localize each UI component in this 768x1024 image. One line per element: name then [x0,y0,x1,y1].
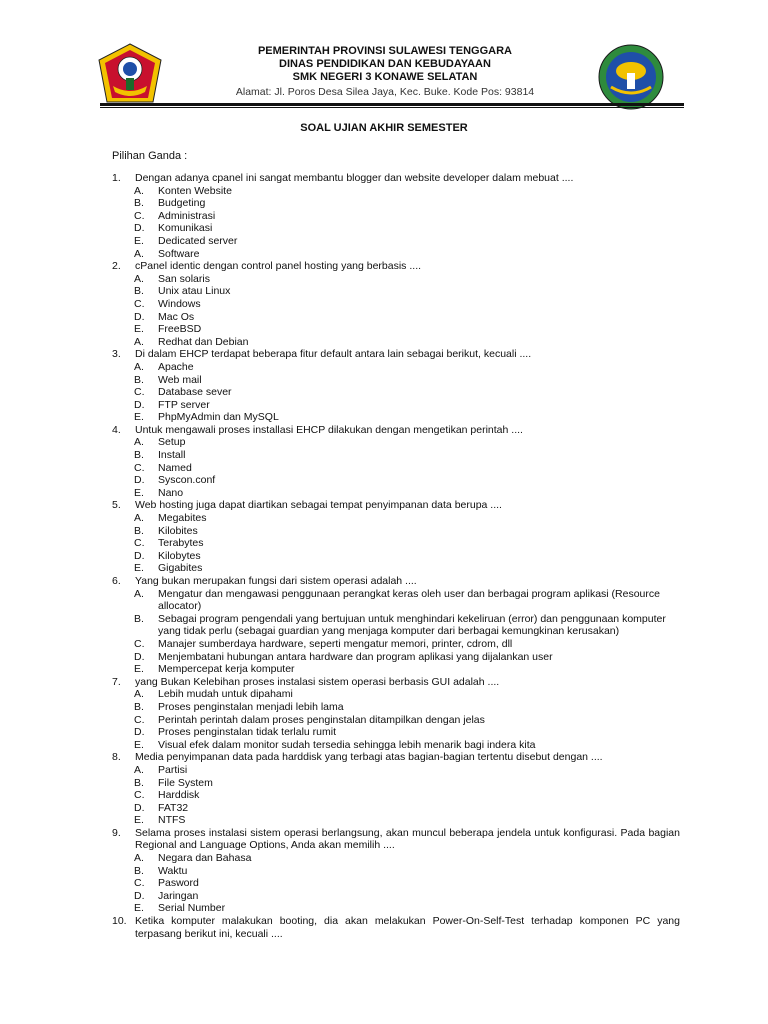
option-letter: C. [134,637,145,650]
option-text: Web mail [158,373,202,386]
option-letter: E. [134,562,144,575]
section-label: Pilihan Ganda : [112,150,188,162]
option-letter: C. [134,877,145,890]
answer-option [112,512,680,525]
option-letter: B. [134,700,144,713]
answer-option [112,714,680,727]
option-text: Lebih mudah untuk dipahami [158,688,293,701]
option-text: Unix atau Linux [158,285,231,298]
option-letter: D. [134,726,145,739]
option-letter: A. [134,360,144,373]
answer-option [112,298,680,311]
option-text: Dedicated server [158,234,238,247]
question-item [112,575,680,588]
option-text: Kilobites [158,524,198,537]
option-letter: E. [134,902,144,915]
option-text: Proses penginstalan menjadi lebih lama [158,700,344,713]
option-letter: E. [134,663,144,676]
option-text: Kilobytes [158,549,201,562]
option-letter: E. [134,323,144,336]
option-letter: B. [134,449,144,462]
answer-option [112,537,680,550]
option-letter: C. [134,386,145,399]
question-text: Ketika komputer malakukan booting, dia akan melakukan Power-On-Self-Test terhadap komponen PC yang terpasang berikut ini, kecuali .... [135,915,680,940]
option-text: Terabytes [158,537,204,550]
answer-option [112,399,680,412]
answer-option [112,877,680,890]
answer-option [112,374,680,387]
answer-option [112,688,680,701]
answer-option [112,285,680,298]
answer-option [112,739,680,752]
option-letter: D. [134,222,145,235]
option-letter: A. [134,852,144,865]
option-letter: C. [134,789,145,802]
option-text: Partisi [158,763,188,776]
option-letter: B. [134,373,144,386]
answer-option [112,386,680,399]
option-text: Pasword [158,877,199,890]
answer-option [112,311,680,324]
option-letter: A. [134,436,144,449]
answer-option [112,550,680,563]
option-text: Mengatur dan mengawasi penggunaan perangkat keras oleh user dan berbagai program aplikasi (Resource allocator) [158,587,660,613]
answer-option [112,436,680,449]
question-number: 6. [112,575,121,587]
question-number: 5. [112,499,121,512]
question-item [112,676,680,689]
option-letter: E. [134,486,144,499]
header-rule-thin [100,107,684,108]
option-text: NTFS [158,814,186,827]
answer-option [112,361,680,374]
option-text: San solaris [158,272,210,285]
option-text: Nano [158,486,184,499]
option-text: Syscon.conf [158,474,216,487]
option-text: FTP server [158,398,210,411]
answer-option [112,323,680,336]
option-text: Visual efek dalam monitor sudah tersedia sehingga lebih menarik bagi indera kita [158,738,536,751]
answer-option [112,663,680,676]
header-rule-stub [669,103,684,106]
answer-option [112,562,680,575]
option-letter: D. [134,474,145,487]
question-number: 2. [112,260,121,273]
option-letter: A. [134,587,144,600]
option-letter: A. [134,184,144,197]
question-number: 7. [112,675,121,688]
question-text: Selama proses instalasi sistem operasi berlangsung, akan muncul beberapa jendela untuk konfigurasi. Pada bagian Regional and Language Options, Anda akan memilih .... [135,826,680,852]
option-text: Named [158,461,192,474]
answer-option [112,487,680,500]
option-letter: D. [134,310,145,323]
question-text: Web hosting juga dapat diartikan sebagai tempat penyimpanan data berupa .... [135,499,502,512]
option-text: Gigabites [158,562,203,575]
answer-option [112,235,680,248]
letterhead [0,40,768,120]
option-text: Setup [158,436,186,449]
option-text: Perintah perintah dalam proses penginstalan ditampilkan dengan jelas [158,713,485,726]
option-text: FAT32 [158,801,189,814]
answer-option [112,525,680,538]
answer-option [112,726,680,739]
option-text: Budgeting [158,197,206,210]
answer-option [112,865,680,878]
option-text: Komunikasi [158,222,213,235]
question-item [112,751,680,764]
answer-option [112,777,680,790]
answer-option [112,701,680,714]
government-name: PEMERINTAH PROVINSI SULAWESI TENGGARA [257,45,513,57]
answer-option [112,802,680,815]
question-number: 1. [112,172,121,184]
option-text: Install [158,449,186,462]
answer-option [112,210,680,223]
answer-option [112,273,680,286]
exam-title: SOAL UJIAN AKHIR SEMESTER [300,122,468,134]
question-text: cPanel identic dengan control panel hosting yang berbasis .... [135,260,422,273]
option-letter: A. [134,335,144,348]
option-letter: B. [134,776,144,789]
option-letter: E. [134,234,144,247]
question-number: 10. [112,915,127,928]
option-text: File System [158,776,213,789]
option-text: Negara dan Bahasa [158,852,252,865]
school-address: Alamat: Jl. Poros Desa Silea Jaya, Kec. Buke. Kode Pos: 93814 [235,86,535,98]
answer-option [112,248,680,261]
option-text: Proses penginstalan tidak terlalu rumit [158,726,337,739]
header-rule [100,103,684,106]
option-text: Manajer sumberdaya hardware, seperti mengatur memori, printer, cdrom, dll [158,637,513,650]
option-letter: D. [134,549,145,562]
option-letter: D. [134,398,145,411]
option-text: Menjembatani hubungan antara hardware dan program aplikasi yang dijalankan user [158,650,553,663]
school-name: SMK NEGERI 3 KONAWE SELATAN [292,71,478,83]
option-letter: B. [134,197,144,210]
option-text: Database sever [158,386,232,399]
option-letter: D. [134,801,145,814]
option-letter: A. [134,512,144,525]
option-letter: B. [134,524,144,537]
answer-option [112,336,680,349]
option-text: Mac Os [158,310,195,323]
question-text: Media penyimpanan data pada harddisk yang terbagi atas bagian-bagian tertentu disebut dengan .... [135,751,603,764]
option-letter: A. [134,247,144,260]
option-text: Waktu [158,864,188,877]
answer-option [112,462,680,475]
answer-option [112,588,680,613]
question-text: yang Bukan Kelebihan proses instalasi sistem operasi berbasis GUI adalah .... [135,675,500,688]
question-text: Untuk mengawali proses installasi EHCP dilakukan dengan mengetikan perintah .... [135,423,523,436]
question-text: Di dalam EHCP terdapat beberapa fitur default antara lain sebagai berikut, kecuali .... [135,348,532,361]
option-letter: B. [134,612,144,625]
question-item [112,172,680,185]
answer-option [112,764,680,777]
option-letter: E. [134,411,144,424]
question-list [112,172,680,940]
answer-option [112,902,680,915]
province-emblem-icon [97,42,163,106]
option-letter: A. [134,763,144,776]
answer-option [112,789,680,802]
option-text: Harddisk [158,789,200,802]
question-item [112,424,680,437]
question-item [112,499,680,512]
answer-option [112,411,680,424]
option-text: Serial Number [158,902,226,915]
option-text: Administrasi [158,209,216,222]
answer-option [112,197,680,210]
option-letter: A. [134,688,144,701]
answer-option [112,651,680,664]
option-letter: D. [134,889,145,902]
question-item [112,260,680,273]
letterhead-text [200,45,570,100]
option-text: Konten Website [158,184,232,197]
answer-option [112,474,680,487]
answer-option [112,613,680,638]
option-letter: C. [134,537,145,550]
option-text: Megabites [158,512,207,525]
option-text: FreeBSD [158,323,202,336]
answer-option [112,852,680,865]
question-number: 4. [112,423,121,436]
question-number: 3. [112,348,121,361]
regency-emblem-icon [597,43,665,111]
question-number: 8. [112,751,121,764]
option-text: Jaringan [158,889,199,902]
question-number: 9. [112,826,121,839]
option-letter: C. [134,209,145,222]
option-text: Windows [158,297,201,310]
option-letter: E. [134,814,144,827]
option-text: Software [158,247,200,260]
option-letter: A. [134,272,144,285]
option-text: Sebagai program pengendali yang bertujuan untuk menghindari kekeliruan (error) dan penggunaan komputer yang tidak perlu (sebagai guardian yang menjaga komputer dari berbagai kemungkinan kerusakan) [158,612,666,638]
option-text: Redhat dan Debian [158,335,249,348]
answer-option [112,222,680,235]
question-item [112,348,680,361]
option-text: PhpMyAdmin dan MySQL [158,411,279,424]
option-text: Mempercepat kerja komputer [158,663,295,676]
question-item [112,827,680,852]
question-item [112,915,680,940]
option-letter: C. [134,297,145,310]
answer-option [112,449,680,462]
answer-option [112,890,680,903]
option-letter: C. [134,713,145,726]
question-text: Yang bukan merupakan fungsi dari sistem operasi adalah .... [135,575,417,587]
option-letter: B. [134,285,144,298]
department-name: DINAS PENDIDIKAN DAN KEBUDAYAAN [279,58,491,70]
option-text: Apache [158,360,194,373]
answer-option [112,814,680,827]
option-letter: B. [134,864,144,877]
option-letter: D. [134,650,145,663]
question-text: Dengan adanya cpanel ini sangat membantu blogger dan website developer dalam mebuat .... [135,172,574,184]
option-letter: C. [134,461,145,474]
option-letter: E. [134,738,144,751]
answer-option [112,638,680,651]
answer-option [112,185,680,198]
